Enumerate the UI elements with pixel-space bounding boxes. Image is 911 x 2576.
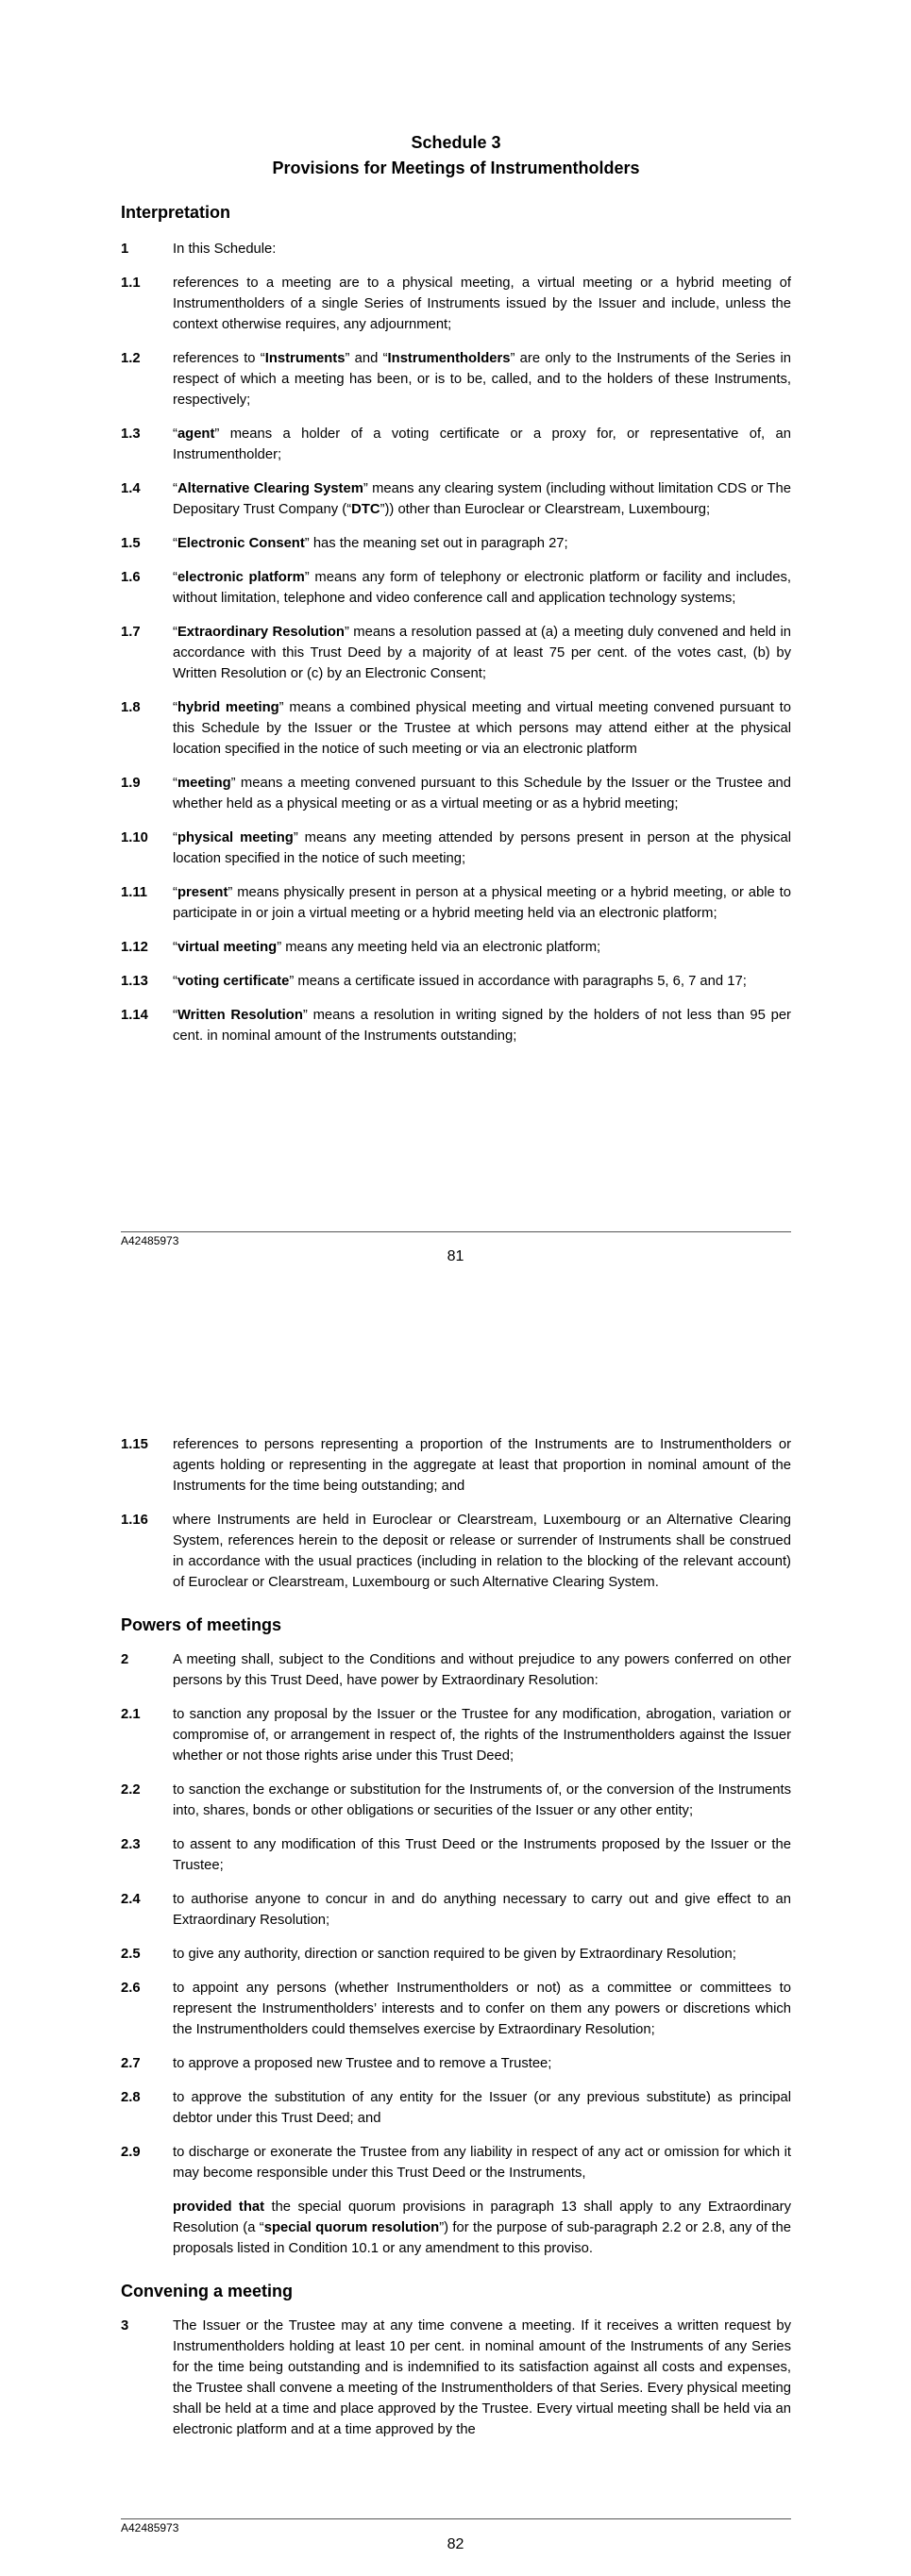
clause-paragraph [121,1649,791,1691]
clause-text-segment: “ [173,570,177,585]
clause-paragraph [121,2142,791,2183]
clause-number: 2.7 [121,2056,141,2071]
defined-term: Electronic Consent [177,536,305,551]
clause-text [173,424,791,465]
clause-paragraph [121,2197,791,2259]
clause-text [173,622,791,684]
defined-term: special quorum resolution [263,2220,440,2235]
clause-text-segment: ” has the meaning set out in paragraph 27; [304,536,568,551]
clause-paragraph [121,2316,791,2440]
defined-term: voting certificate [177,974,290,989]
defined-term: Instrumentholders [387,351,511,366]
clause-paragraph [121,2053,791,2074]
clause-paragraph [121,1434,791,1497]
clause-paragraph [121,1978,791,2040]
clause-number: 1.5 [121,536,141,551]
clause-number: 2.2 [121,1782,141,1798]
defined-term: Extraordinary Resolution [177,625,345,640]
clause-text-segment: ” means a certificate issued in accordance with paragraphs 5, 6, 7 and 17; [289,974,747,989]
clause-text-segment: where Instruments are held in Euroclear or Clearstream, Luxembourg or an Alternative Clearing System, references herein to the deposit or release or surrender of Instruments shall be construed in accordance with the usual practices (including in relation to the blocking of the relevant account) of Euroclear or Clearstream, Luxembourg or such Alternative Clearing System. [173,1513,791,1590]
clause-text-segment: ” means a combined physical meeting and virtual meeting convened pursuant to this Schedule by the Issuer or the Trustee at which persons may attend either at the physical location specified in the notice of such meeting or via an electronic platform [173,700,791,757]
clause-text [173,239,791,259]
convening-heading: Convening a meeting [121,2282,294,2300]
clause-text [173,478,791,520]
defined-term: DTC [351,502,380,517]
clause-number: 3 [121,2318,129,2333]
clause-text-segment: to appoint any persons (whether Instrumentholders or not) as a committee or committees to represent the Instrumentholders’ interests and to confer on them any powers or discretions which the Instrumentholders could themselves exercise by Extraordinary Resolution; [173,1981,791,2037]
footer-reference: A42485973 [121,1234,179,1247]
interpretation-heading: Interpretation [121,203,231,222]
powers-heading: Powers of meetings [121,1615,282,1634]
clause-paragraph [121,828,791,869]
clause-paragraph [121,348,791,410]
clause-paragraph [121,937,791,958]
page-82 [0,1288,911,2576]
clause-number: 2.3 [121,1837,141,1852]
defined-term: hybrid meeting [177,700,279,715]
clause-text-segment: to approve the substitution of any entity for the Issuer (or any previous substitute) as principal debtor under this Trust Deed; and [173,2090,791,2126]
clause-text-segment: “ [173,885,177,900]
clause-text-segment: ” means a resolution in writing signed by the holders of not less than 95 per cent. in nominal amount of the Instruments outstanding; [173,1008,791,1044]
clause-text-segment: the special quorum provisions in paragraph 13 shall apply to any Extraordinary Resolution (a “ [173,2200,791,2235]
clause-number: 2.1 [121,1707,141,1722]
clause-text [173,773,791,814]
clause-paragraph [121,1005,791,1046]
defined-term: physical meeting [177,830,294,845]
clause-number: 2.6 [121,1981,141,1996]
clause-text [173,882,791,924]
clause-paragraph [121,2087,791,2129]
clause-text [173,2142,791,2183]
clause-number: 1.2 [121,351,141,366]
clause-text [173,1834,791,1876]
clause-number: 1.11 [121,885,147,900]
clause-text [173,348,791,410]
defined-term: virtual meeting [177,940,278,955]
footer-reference: A42485973 [121,2521,179,2534]
clause-number: 1.16 [121,1513,148,1528]
clause-text-segment: to authorise anyone to concur in and do anything necessary to carry out and give effect to an Extraordinary Resolution; [173,1892,791,1928]
interpretation-list [121,239,791,1046]
clause-text-segment: In this Schedule: [173,242,277,257]
clause-paragraph [121,273,791,335]
clause-number: 1.9 [121,776,141,791]
clause-text [173,828,791,869]
clause-number: 1.1 [121,276,141,291]
clause-paragraph [121,1510,791,1593]
footer-divider [121,1231,791,1232]
defined-term: provided that [173,2200,265,2215]
clause-number: 1.7 [121,625,141,640]
clause-number: 1.15 [121,1437,148,1452]
clause-text [173,697,791,760]
clause-text-segment: ” means any meeting attended by persons present in person at the physical location specified in the notice of such meeting; [173,830,791,866]
clause-text-segment: The Issuer or the Trustee may at any time convene a meeting. If it receives a written request by Instrumentholders holding at least 10 per cent. in nominal amount of the Instruments of any Series for the time being outstanding and is indemnified to its satisfaction against all costs and expenses, the Trustee shall convene a meeting of the Instrumentholders of that Series. Every physical meeting shall be held at a time and place approved by the Trustee. Every virtual meeting shall be held via an electronic platform and at a time approved by the [173,2318,791,2437]
clause-text-segment: “ [173,974,177,989]
clause-text [173,1944,791,1965]
defined-term: Alternative Clearing System [177,481,363,496]
clause-text-segment: to sanction any proposal by the Issuer or the Trustee for any modification, abrogation, variation or compromise of, or arrangement in respect of, the rights of the Instrumentholders against the Issuer whether or not those rights arise under this Trust Deed; [173,1707,791,1764]
clause-text [173,2087,791,2129]
clause-text [173,971,791,992]
defined-term: Instruments [264,351,346,366]
clause-text-segment: ” means a meeting convened pursuant to this Schedule by the Issuer or the Trustee and whether held as a physical meeting or as a virtual meeting or as a hybrid meeting; [173,776,791,811]
clause-text [173,1978,791,2040]
clause-text [173,1889,791,1931]
clause-paragraph [121,1780,791,1821]
clause-text [173,1005,791,1046]
defined-term: agent [177,427,215,442]
clause-text-segment: “ [173,700,177,715]
clause-paragraph [121,971,791,992]
clause-number: 2.4 [121,1892,141,1907]
clause-number: 1.12 [121,940,148,955]
defined-term: present [177,885,228,900]
clause-text-segment: “ [173,776,177,791]
clause-number: 1.14 [121,1008,148,1023]
clause-text-segment: “ [173,427,177,442]
clause-text [173,1780,791,1821]
clause-number: 2.8 [121,2090,141,2105]
clause-text-segment: to discharge or exonerate the Trustee from any liability in respect of any act or omission for which it may become responsible under this Trust Deed or the Instruments, [173,2145,791,2181]
clause-number: 1.6 [121,570,141,585]
clause-text-segment: ” means a holder of a voting certificate or a proxy for, or representative of, an Instrumentholder; [173,427,791,462]
clause-text-segment: ” means any form of telephony or electronic platform or facility and includes, without limitation, telephone and video conference call and application technology systems; [173,570,791,606]
clause-text [173,1649,791,1691]
clause-text [173,567,791,609]
clause-paragraph [121,773,791,814]
clause-text [173,937,791,958]
clause-number: 2 [121,1652,129,1667]
schedule-subtitle: Provisions for Meetings of Instrumentholders [272,159,640,177]
page-number: 81 [447,1248,464,1264]
clause-text-segment: ” and “ [345,351,388,366]
clause-number: 1 [121,242,129,257]
clause-paragraph [121,622,791,684]
clause-text-segment: references to persons representing a proportion of the Instruments are to Instrumentholders or agents holding or representing in the aggregate at least that proportion in nominal amount of the Instruments for the time being outstanding; and [173,1437,791,1494]
clause-paragraph [121,1889,791,1931]
clause-text-segment: to give any authority, direction or sanction required to be given by Extraordinary Resolution; [173,1947,736,1962]
clause-text-segment: “ [173,625,177,640]
clause-paragraph [121,1944,791,1965]
page-number: 82 [447,2536,464,2552]
clause-paragraph [121,567,791,609]
clause-paragraph [121,424,791,465]
clause-text-segment: “ [173,940,177,955]
clause-number [121,2197,173,2259]
page-82-body [121,1434,791,2440]
clause-text [173,2197,791,2259]
footer-divider [121,2518,791,2519]
clause-text-segment: ”) for the purpose of sub-paragraph 2.2 or 2.8, any of the proposals listed in Condition 10.1 or any amendment to this proviso. [173,2220,791,2256]
clause-text [173,1510,791,1593]
clause-paragraph [121,478,791,520]
clause-text-segment: “ [173,481,177,496]
clause-text [173,533,791,554]
clause-paragraph [121,882,791,924]
clause-text [173,2316,791,2440]
clause-number: 2.9 [121,2145,141,2160]
clause-text [173,2053,791,2074]
schedule-title: Schedule 3 [411,133,501,152]
defined-term: meeting [177,776,231,791]
clause-text-segment: “ [173,1008,177,1023]
clause-text-segment: “ [173,830,177,845]
clause-text-segment: to sanction the exchange or substitution for the Instruments of, or the conversion of the Instruments into, shares, bonds or other obligations or securities of the Issuer or any other entity; [173,1782,791,1818]
clause-text [173,1434,791,1497]
clause-text [173,273,791,335]
clause-paragraph [121,1834,791,1876]
clause-text-segment: to assent to any modification of this Trust Deed or the Instruments proposed by the Issuer or the Trustee; [173,1837,791,1873]
clause-text-segment: ” means physically present in person at a physical meeting or a hybrid meeting, or able to participate in or join a virtual meeting or a hybrid meeting held via an electronic platform; [173,885,791,921]
clause-text-segment: A meeting shall, subject to the Conditions and without prejudice to any powers conferred on other persons by this Trust Deed, have power by Extraordinary Resolution: [173,1652,791,1688]
clause-text-segment: ” are only to the Instruments of the Series in respect of which a meeting has been, or is to be, called, and to the holders of these Instruments, respectively; [173,351,792,408]
clause-text-segment: to approve a proposed new Trustee and to remove a Trustee; [173,2056,552,2071]
clause-paragraph [121,239,791,259]
defined-term: Written Resolution [177,1008,303,1023]
clause-text [173,1704,791,1766]
clause-text-segment: references to “ [173,351,265,366]
clause-number: 1.4 [121,481,141,496]
clause-number: 1.13 [121,974,148,989]
clause-text-segment: ” means any clearing system (including without limitation CDS or The Depositary Trust Company (“ [173,481,792,517]
clause-paragraph [121,1704,791,1766]
clause-number: 1.10 [121,830,148,845]
clause-text-segment: references to a meeting are to a physical meeting, a virtual meeting or a hybrid meeting of Instrumentholders of a single Series of Instruments issued by the Issuer and include, unless the context otherwise requires, any adjournment; [173,276,791,332]
clause-text-segment: ”)) other than Euroclear or Clearstream, Luxembourg; [380,502,711,517]
clause-paragraph [121,697,791,760]
clause-paragraph [121,533,791,554]
convening-list [121,2316,791,2440]
page-81-body [121,130,791,1046]
interpretation-list-continued [121,1434,791,1593]
clause-number: 1.3 [121,427,141,442]
powers-list [121,1649,791,2259]
clause-number: 1.8 [121,700,141,715]
defined-term: electronic platform [177,570,305,585]
clause-number: 2.5 [121,1947,141,1962]
clause-text-segment: ” means any meeting held via an electronic platform; [277,940,601,955]
clause-text-segment: “ [173,536,177,551]
clause-text-segment: ” means a resolution passed at (a) a meeting duly convened and held in accordance with this Trust Deed by a majority of at least 75 per cent. of the votes cast, (b) by Written Resolution or (c) by an Electronic Consent; [173,625,791,681]
